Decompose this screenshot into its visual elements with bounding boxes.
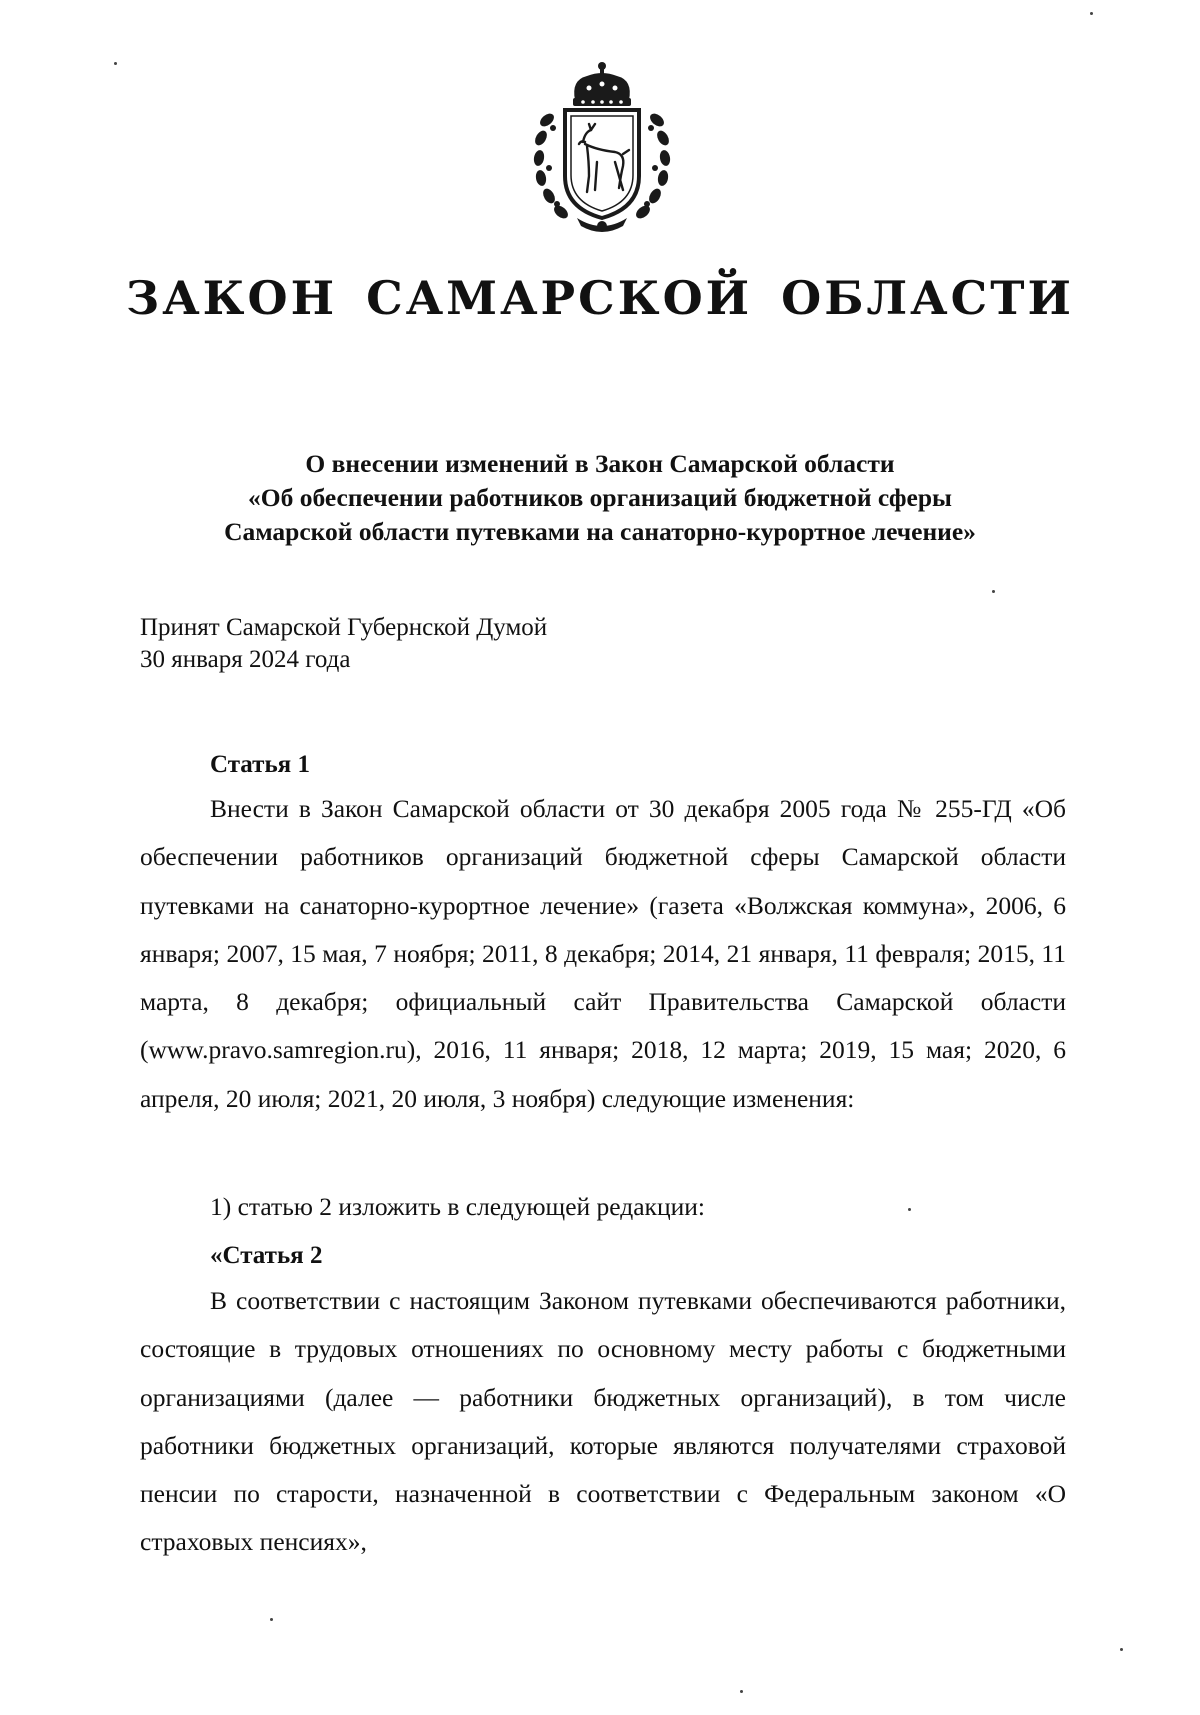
law-subject — [0, 447, 1200, 549]
scan-speck — [114, 62, 117, 65]
article-1-heading: Статья 1 — [210, 751, 310, 778]
subject-line: Самарской области путевками на санаторно-курортное лечение» — [224, 517, 976, 546]
scan-speck — [740, 1690, 743, 1693]
adoption-line: Принят Самарской Губернской Думой — [140, 614, 548, 641]
scan-speck — [1090, 12, 1093, 15]
coat-of-arms-icon — [527, 58, 677, 236]
scan-speck — [992, 590, 995, 593]
scan-speck — [270, 1618, 273, 1621]
article-2-paragraph: В соответствии с настоящим Законом путевками обеспечиваются работники, состоящие в трудовых отношениях по основному месту работы с бюджетными организациями (далее — работники бюджетных организаций), в том числе работники бюджетных организаций, которые являются получателями страховой пенсии по старости, назначенной в соответствии с Федеральным законом «О страховых пенсиях», — [140, 1286, 1066, 1557]
subject-line: «Об обеспечении работников организаций бюджетной сферы — [248, 483, 952, 512]
law-title: ЗАКОН САМАРСКОЙ ОБЛАСТИ — [126, 271, 1074, 325]
adoption-note — [140, 612, 547, 676]
article-1-item-1: 1) статью 2 изложить в следующей редакции: — [210, 1192, 705, 1221]
article-2-heading: «Статья 2 — [210, 1242, 323, 1269]
adoption-line: 30 января 2024 года — [140, 646, 351, 673]
subject-line: О внесении изменений в Закон Самарской области — [305, 449, 895, 478]
scan-speck — [1120, 1648, 1123, 1651]
article-1-paragraph: Внести в Закон Самарской области от 30 декабря 2005 года № 255-ГД «Об обеспечении работников организаций бюджетной сферы Самарской области путевками на санаторно-курортное лечение» (газета «Волжская коммуна», 2006, 6 января; 2007, 15 мая, 7 ноября; 2011, 8 декабря; 2014, 21 января, 11 февраля; 2015, 11 марта, 8 декабря; официальный сайт Правительства Самарской области (www.pravo.samregion.ru), 2016, 11 января; 2018, 12 марта; 2019, 15 мая; 2020, 6 апреля, 20 июля; 2021, 20 июля, 3 ноября) следующие изменения: — [140, 794, 1066, 1113]
scan-speck — [908, 1208, 911, 1211]
